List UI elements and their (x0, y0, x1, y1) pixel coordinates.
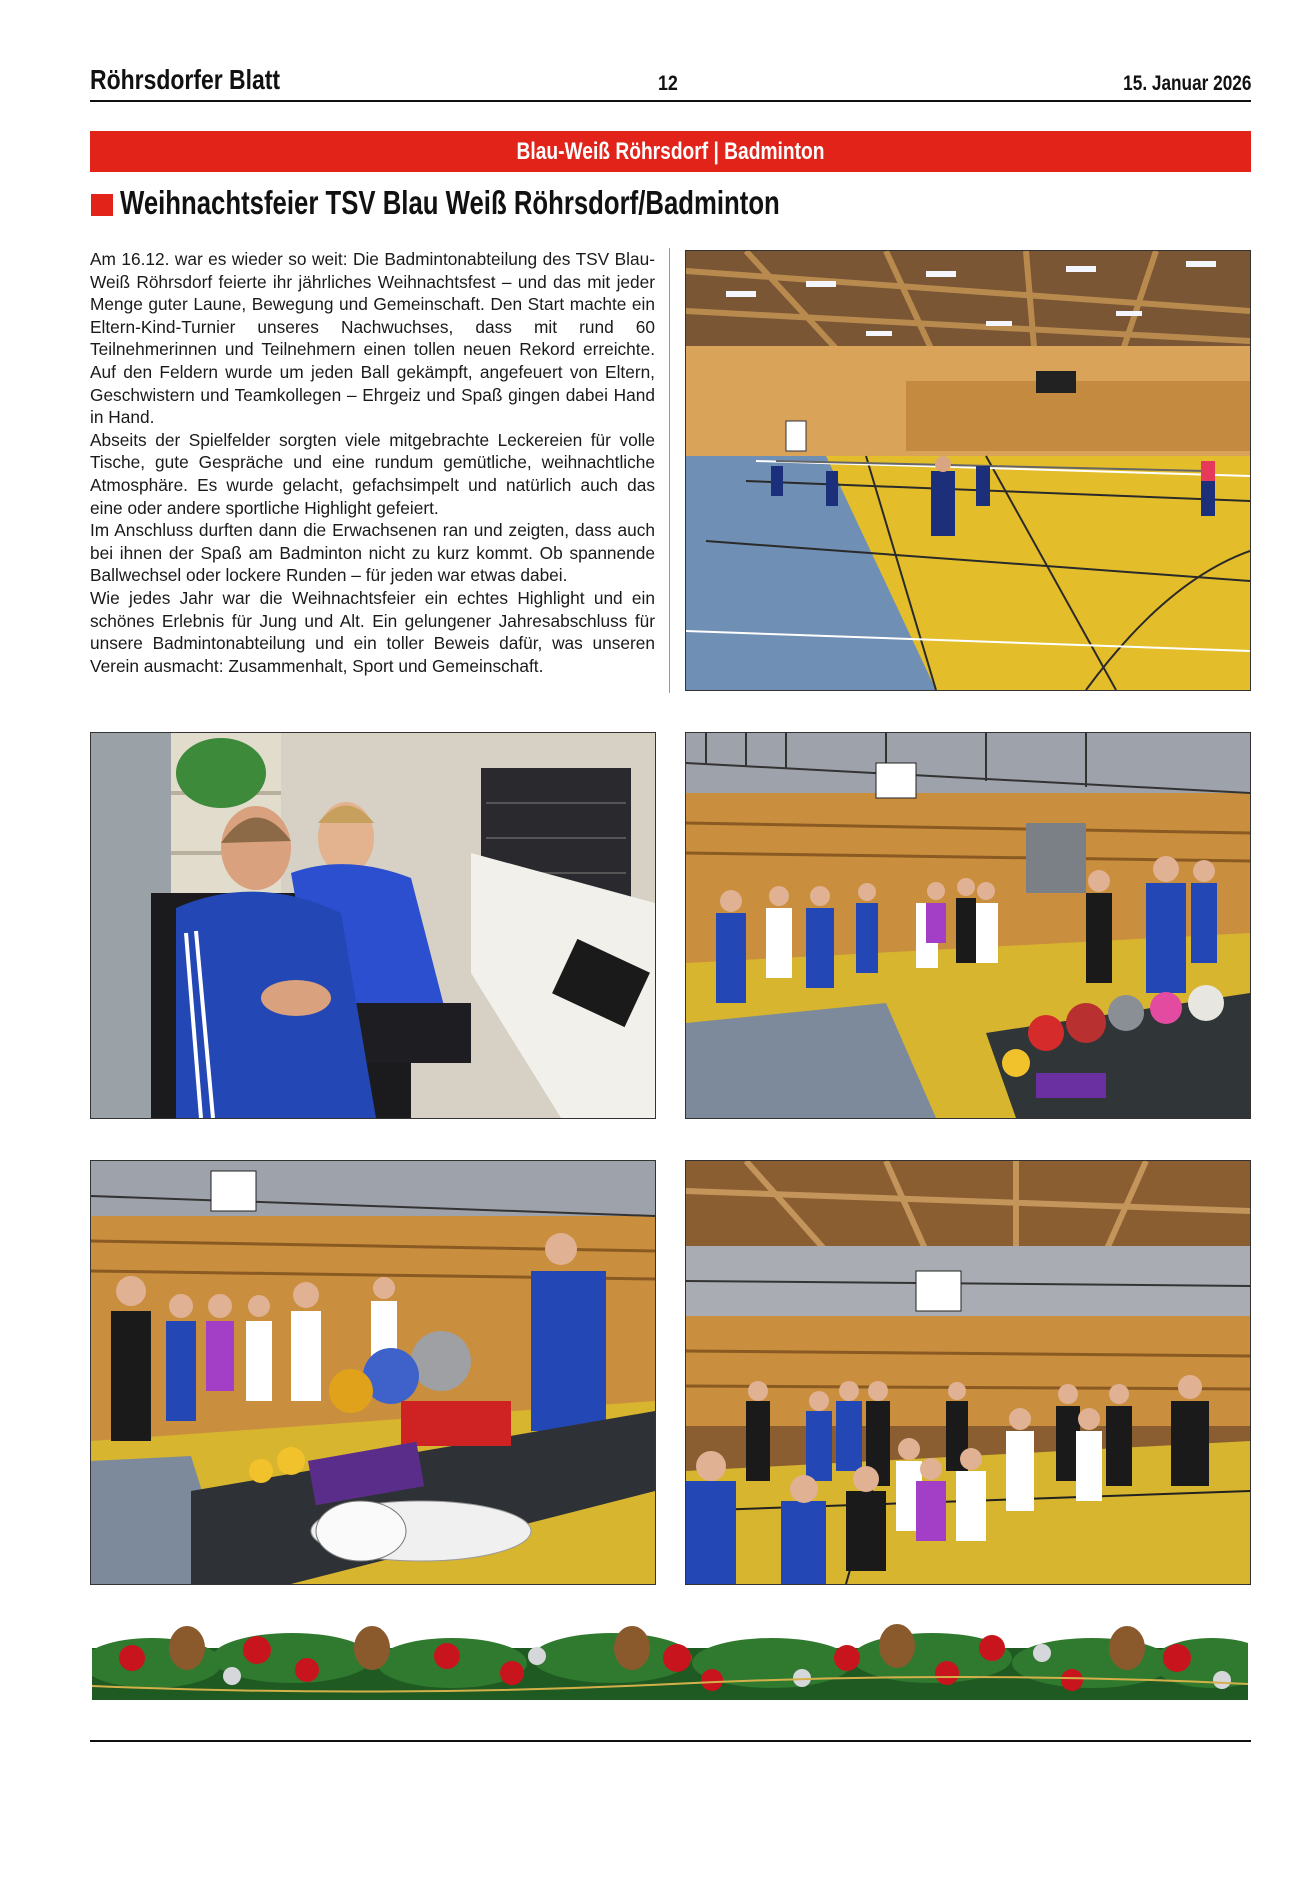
footer-divider (90, 1740, 1251, 1742)
article-body (90, 248, 655, 677)
photo-coach-presenting-gifts (90, 1160, 656, 1585)
photo-two-men-seated (90, 732, 656, 1119)
section-banner-label: Blau-Weiß Röhrsdorf | Badminton (516, 137, 825, 165)
publication-title: Röhrsdorfer Blatt (90, 64, 281, 95)
article-paragraph: Wie jedes Jahr war die Weihnachtsfeier ein echtes Highlight und ein schönes Erlebnis für Jung und Alt. Ein gelungener Jahresabschluss für unsere Badmintonabteilung und ein toller Beweis dafür, was unseren Verein ausmacht: Zusammenhalt, Sport und Gemeinschaft. (90, 587, 655, 676)
headline-bullet-square (91, 194, 113, 216)
section-banner (90, 131, 1251, 172)
issue-date: 15. Januar 2026 (1122, 72, 1251, 95)
article-headline: Weihnachtsfeier TSV Blau Weiß Röhrsdorf/Badminton (120, 184, 780, 221)
photo-gym-badminton-match (685, 250, 1251, 691)
article-paragraph: Im Anschluss durften dann die Erwachsenen ran und zeigten, dass auch bei ihnen der Spaß am Badminton nicht zu kurz kommt. Ob spannende Ballwechsel oder lockere Runden – für jeden war etwas dabei. (90, 520, 655, 586)
article-paragraph: Abseits der Spielfelder sorgten viele mitgebrachte Leckereien für volle Tische, gute Gespräche und eine rundum gemütliche, weihnachtliche Atmosphäre. Es wurde gelacht, gefachsimpelt und natürlich auch das eine oder andere sportliche Highlight gefeiert. (90, 429, 655, 518)
page-number: 12 (658, 72, 678, 95)
photo-group-in-hall (685, 1160, 1251, 1585)
article-paragraph: Am 16.12. war es wieder so weit: Die Badmintonabteilung des TSV Blau-Weiß Röhrsdorf feierte ihr jährliches Weihnachtsfest – und das mit jeder Menge guter Laune, Bewegung und Gemeinschaft. Den Start machte ein Eltern-Kind-Turnier unseres Nachwuchses, dass mit rund 60 Teilnehmerinnen und Teilnehmern einen tollen neuen Rekord erreichte. Auf den Feldern wurde um jeden Ball gekämpft, angefeuert von Eltern, Geschwistern und Teamkollegen – Ehrgeiz und Spaß gingen dabei Hand in Hand. (90, 249, 655, 428)
photo-children-gift-table (685, 732, 1251, 1119)
column-divider (669, 248, 670, 693)
christmas-garland-decoration (92, 1618, 1248, 1700)
header-divider (90, 100, 1251, 102)
